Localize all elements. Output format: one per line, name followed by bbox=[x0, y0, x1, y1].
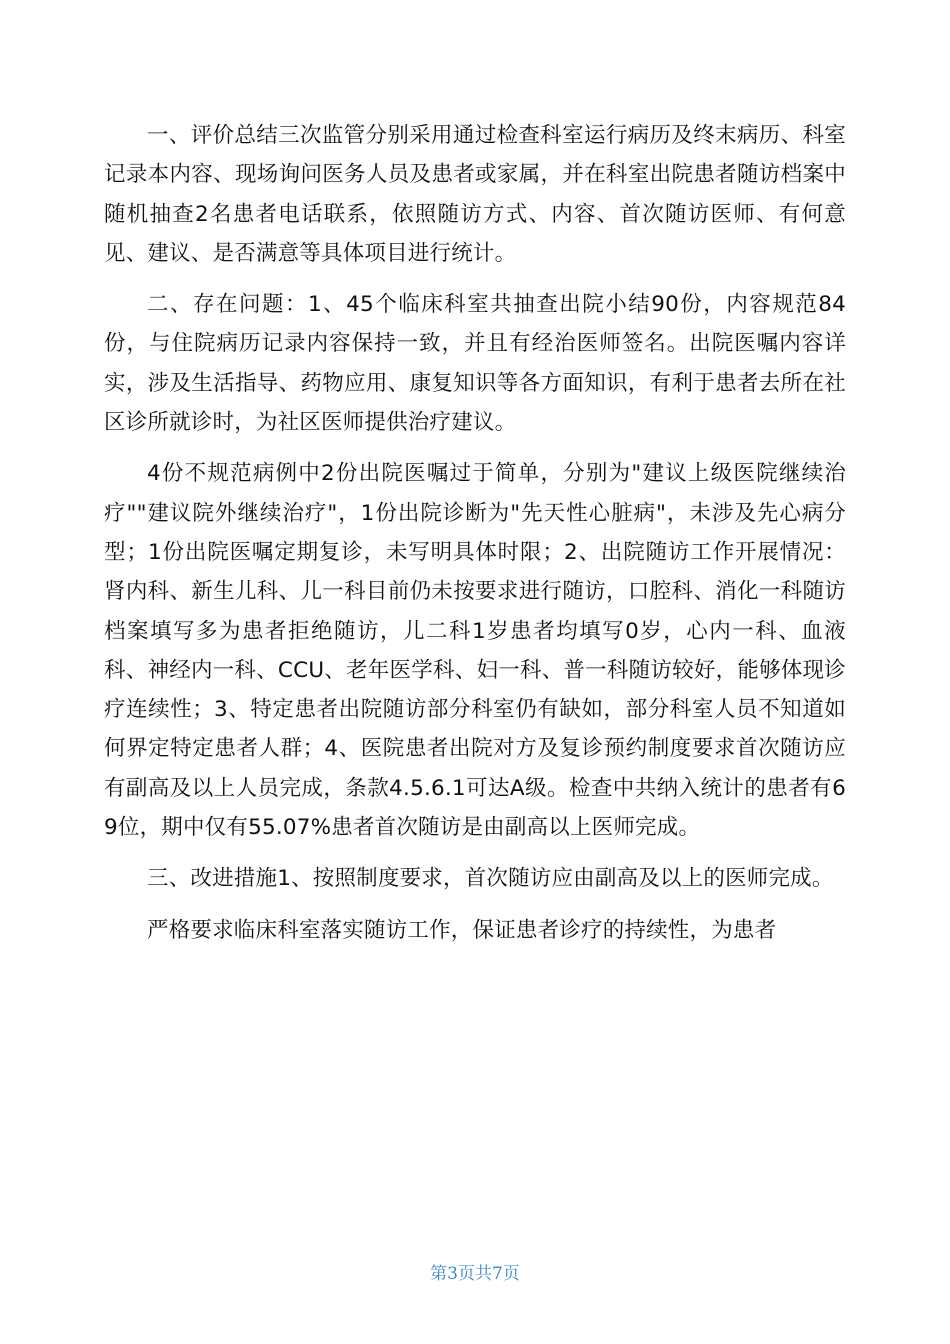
document-body bbox=[104, 116, 846, 950]
paragraph-improvement-measures: 三、改进措施1、按照制度要求，首次随访应由副高及以上的医师完成。 bbox=[147, 866, 834, 892]
paragraph-strict-requirements: 严格要求临床科室落实随访工作，保证患者诊疗的持续性，为患者 bbox=[147, 917, 777, 943]
page-number-footer: 第3页共7页 bbox=[430, 1264, 520, 1284]
paragraph-nonstandard-cases: 4份不规范病例中2份出院医嘱过于简单，分别为"建议上级医院继续治疗""建议院外继续治疗"，1份出院诊断为"先天性心脏病"，未涉及先心病分型；1份出院医嘱定期复诊，未写明具体时限；2、出院随访工作开展情况：肾内科、新生儿科、儿一科目前仍未按要求进行随访，口腔科、消化一科随访档案填写多为患者拒绝随访，儿二科1岁患者均填写0岁，心内一科、血液科、神经内一科、CCU、老年医学科、妇一科、普一科随访较好，能够体现诊疗连续性；3、特定患者出院随访部分科室仍有缺如，部分科室人员不知道如何界定特定患者人群；4、医院患者出院对方及复诊预约制度要求首次随访应有副高及以上人员完成，条款4.5.6.1可达A级。检查中共纳入统计的患者有69位，期中仅有55.07%患者首次随访是由副高以上医师完成。 bbox=[104, 461, 846, 841]
paragraph-existing-problems: 二、存在问题：1、45个临床科室共抽查出院小结90份，内容规范84份，与住院病历记录内容保持一致，并且有经治医师签名。出院医嘱内容详实，涉及生活指导、药物应用、康复知识等各方面知识，有利于患者去所在社区诊所就诊时，为社区医师提供治疗建议。 bbox=[104, 292, 846, 436]
paragraph-evaluation-summary: 一、评价总结三次监管分别采用通过检查科室运行病历及终末病历、科室记录本内容、现场询问医务人员及患者或家属，并在科室出院患者随访档案中随机抽查2名患者电话联系，依照随访方式、内容、首次随访医师、有何意见、建议、是否满意等具体项目进行统计。 bbox=[104, 123, 846, 266]
